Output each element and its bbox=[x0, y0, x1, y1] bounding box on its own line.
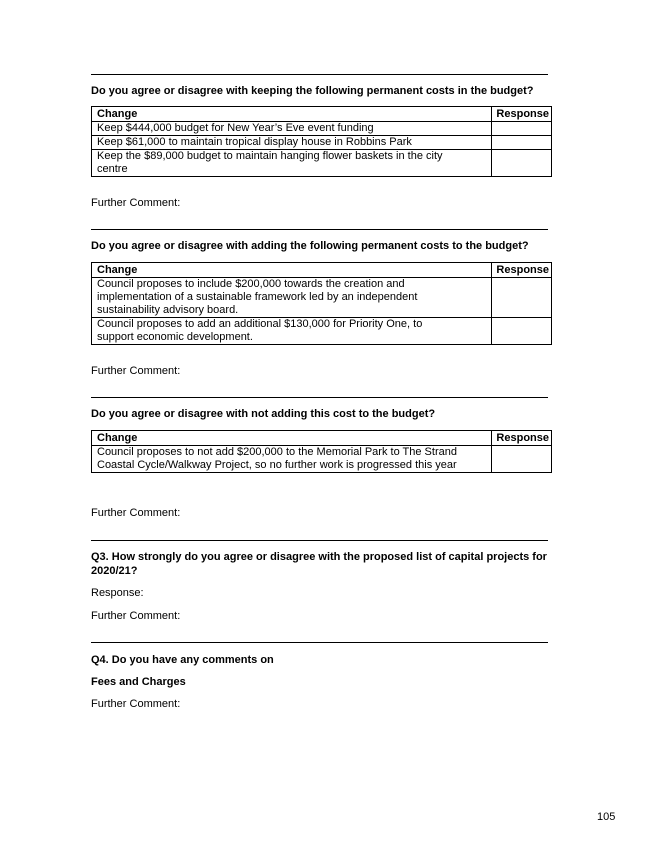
change-cell: Keep $444,000 budget for New Year’s Eve event funding bbox=[92, 122, 492, 136]
table-header-row bbox=[92, 107, 552, 122]
response-label: Response: bbox=[91, 587, 144, 599]
change-table bbox=[91, 430, 552, 473]
table-row bbox=[92, 122, 552, 136]
table-row bbox=[92, 446, 552, 473]
response-cell[interactable] bbox=[492, 278, 552, 318]
change-column-header: Change bbox=[92, 431, 492, 446]
further-comment-label: Further Comment: bbox=[91, 507, 181, 519]
table-header-row bbox=[92, 431, 552, 446]
change-cell: Council proposes to add an additional $130,000 for Priority One, to support economic development. bbox=[92, 318, 492, 345]
q4-heading: Q4. Do you have any comments on bbox=[91, 654, 274, 666]
further-comment-label: Further Comment: bbox=[91, 197, 181, 209]
response-cell[interactable] bbox=[492, 318, 552, 345]
section-divider bbox=[91, 642, 548, 643]
table-row bbox=[92, 318, 552, 345]
section-divider bbox=[91, 540, 548, 541]
further-comment-label: Further Comment: bbox=[91, 365, 181, 377]
further-comment-label: Further Comment: bbox=[91, 610, 181, 622]
change-column-header: Change bbox=[92, 107, 492, 122]
section-heading: Do you agree or disagree with keeping the following permanent costs in the budget? bbox=[91, 85, 534, 97]
response-column-header: Response bbox=[492, 263, 552, 278]
change-cell: Council proposes to not add $200,000 to the Memorial Park to The Strand Coastal Cycle/Walkway Project, so no further work is progressed this year bbox=[92, 446, 492, 473]
response-cell[interactable] bbox=[492, 122, 552, 136]
change-table bbox=[91, 106, 552, 177]
table-header-row bbox=[92, 263, 552, 278]
table-row bbox=[92, 136, 552, 150]
response-column-header: Response bbox=[492, 431, 552, 446]
section-divider bbox=[91, 229, 548, 230]
section-heading: Do you agree or disagree with adding the following permanent costs to the budget? bbox=[91, 240, 529, 252]
response-column-header: Response bbox=[492, 107, 552, 122]
response-cell[interactable] bbox=[492, 446, 552, 473]
section-heading: Do you agree or disagree with not adding this cost to the budget? bbox=[91, 408, 436, 420]
q3-heading: Q3. How strongly do you agree or disagree with the proposed list of capital projects for 2020/21? bbox=[91, 551, 547, 577]
change-table bbox=[91, 262, 552, 345]
table-row bbox=[92, 278, 552, 318]
section-divider bbox=[91, 74, 548, 75]
further-comment-label: Further Comment: bbox=[91, 698, 181, 710]
section-divider bbox=[91, 397, 548, 398]
table-row bbox=[92, 150, 552, 177]
change-column-header: Change bbox=[92, 263, 492, 278]
change-cell: Council proposes to include $200,000 towards the creation and implementation of a sustainable framework led by an independent sustainability advisory board. bbox=[92, 278, 492, 318]
change-cell: Keep the $89,000 budget to maintain hanging flower baskets in the city centre bbox=[92, 150, 492, 177]
q4-subheading: Fees and Charges bbox=[91, 676, 186, 688]
page-number: 105 bbox=[597, 811, 616, 823]
response-cell[interactable] bbox=[492, 150, 552, 177]
response-cell[interactable] bbox=[492, 136, 552, 150]
change-cell: Keep $61,000 to maintain tropical display house in Robbins Park bbox=[92, 136, 492, 150]
